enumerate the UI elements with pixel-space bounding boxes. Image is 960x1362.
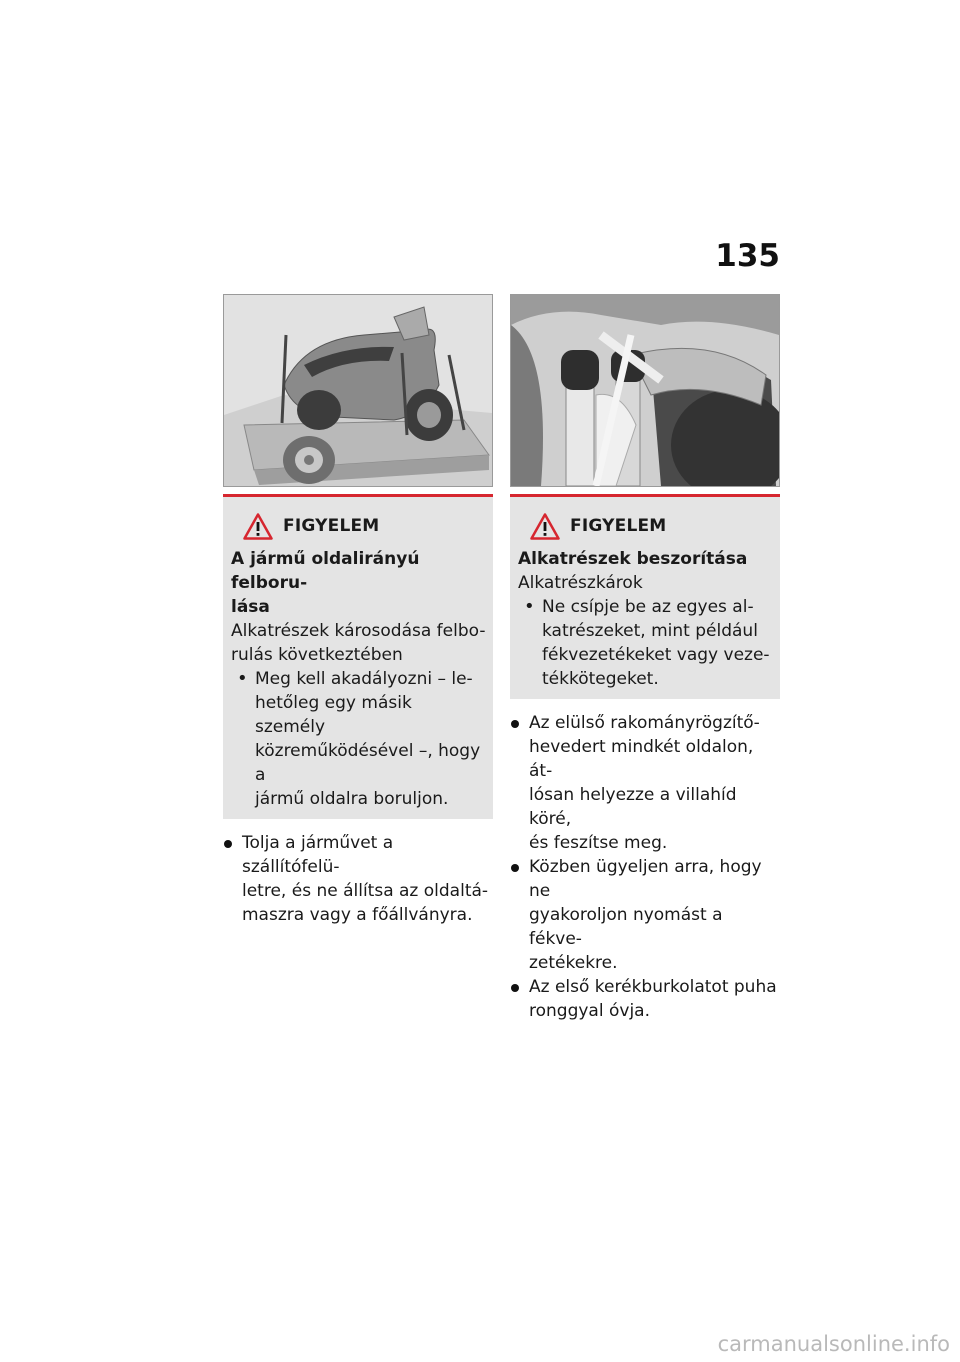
warning-bullets	[518, 595, 774, 691]
warning-header	[530, 511, 774, 541]
warning-header	[243, 511, 487, 541]
watermark: carmanualsonline.info	[717, 1332, 950, 1356]
right-column	[510, 294, 780, 1023]
instruction-list	[223, 831, 493, 927]
trailer-motorcycle-photo	[223, 294, 493, 487]
warning-triangle-icon	[530, 513, 560, 540]
warning-bullets	[231, 667, 487, 811]
warning-box	[223, 494, 493, 819]
warning-title: FIGYELEM	[570, 516, 667, 536]
instruction-list	[510, 711, 780, 1023]
page-number: 135	[715, 238, 780, 274]
warning-title: FIGYELEM	[283, 516, 380, 536]
warning-box	[510, 494, 780, 699]
instruction-item: Az elülső rakományrögzítő- hevedert mindkét oldalon, át- lósan helyezze a villahíd köré, és feszítse meg.	[510, 711, 780, 855]
warning-bullet-item: • Meg kell akadályozni – le- hetőleg egy másik személy közreműködésével –, hogy a jármű oldalra boruljon.	[231, 667, 487, 811]
instruction-item: Tolja a járművet a szállítófelü- letre, és ne állítsa az oldaltá- maszra vagy a főállványra.	[223, 831, 493, 927]
left-column	[223, 294, 493, 927]
instruction-item: Közben ügyeljen arra, hogy ne gyakoroljon nyomást a fékve- zetékekre.	[510, 855, 780, 975]
warning-triangle-icon	[243, 513, 273, 540]
warning-subject: A jármű oldalirányú felboru- lása	[231, 549, 420, 617]
warning-bullet-item: • Ne csípje be az egyes al- katrészeket, mint például fékvezetékeket vagy veze- tékkötegeket.	[518, 595, 774, 691]
front-fork-strap-photo	[510, 294, 780, 487]
warning-cause: Alkatrészek károsodása felbo- rulás következtében	[231, 621, 486, 665]
instruction-item: Az első kerékburkolatot puha ronggyal óvja.	[510, 975, 780, 1023]
warning-cause: Alkatrészkárok	[518, 573, 643, 593]
warning-subject: Alkatrészek beszorítása	[518, 549, 748, 569]
